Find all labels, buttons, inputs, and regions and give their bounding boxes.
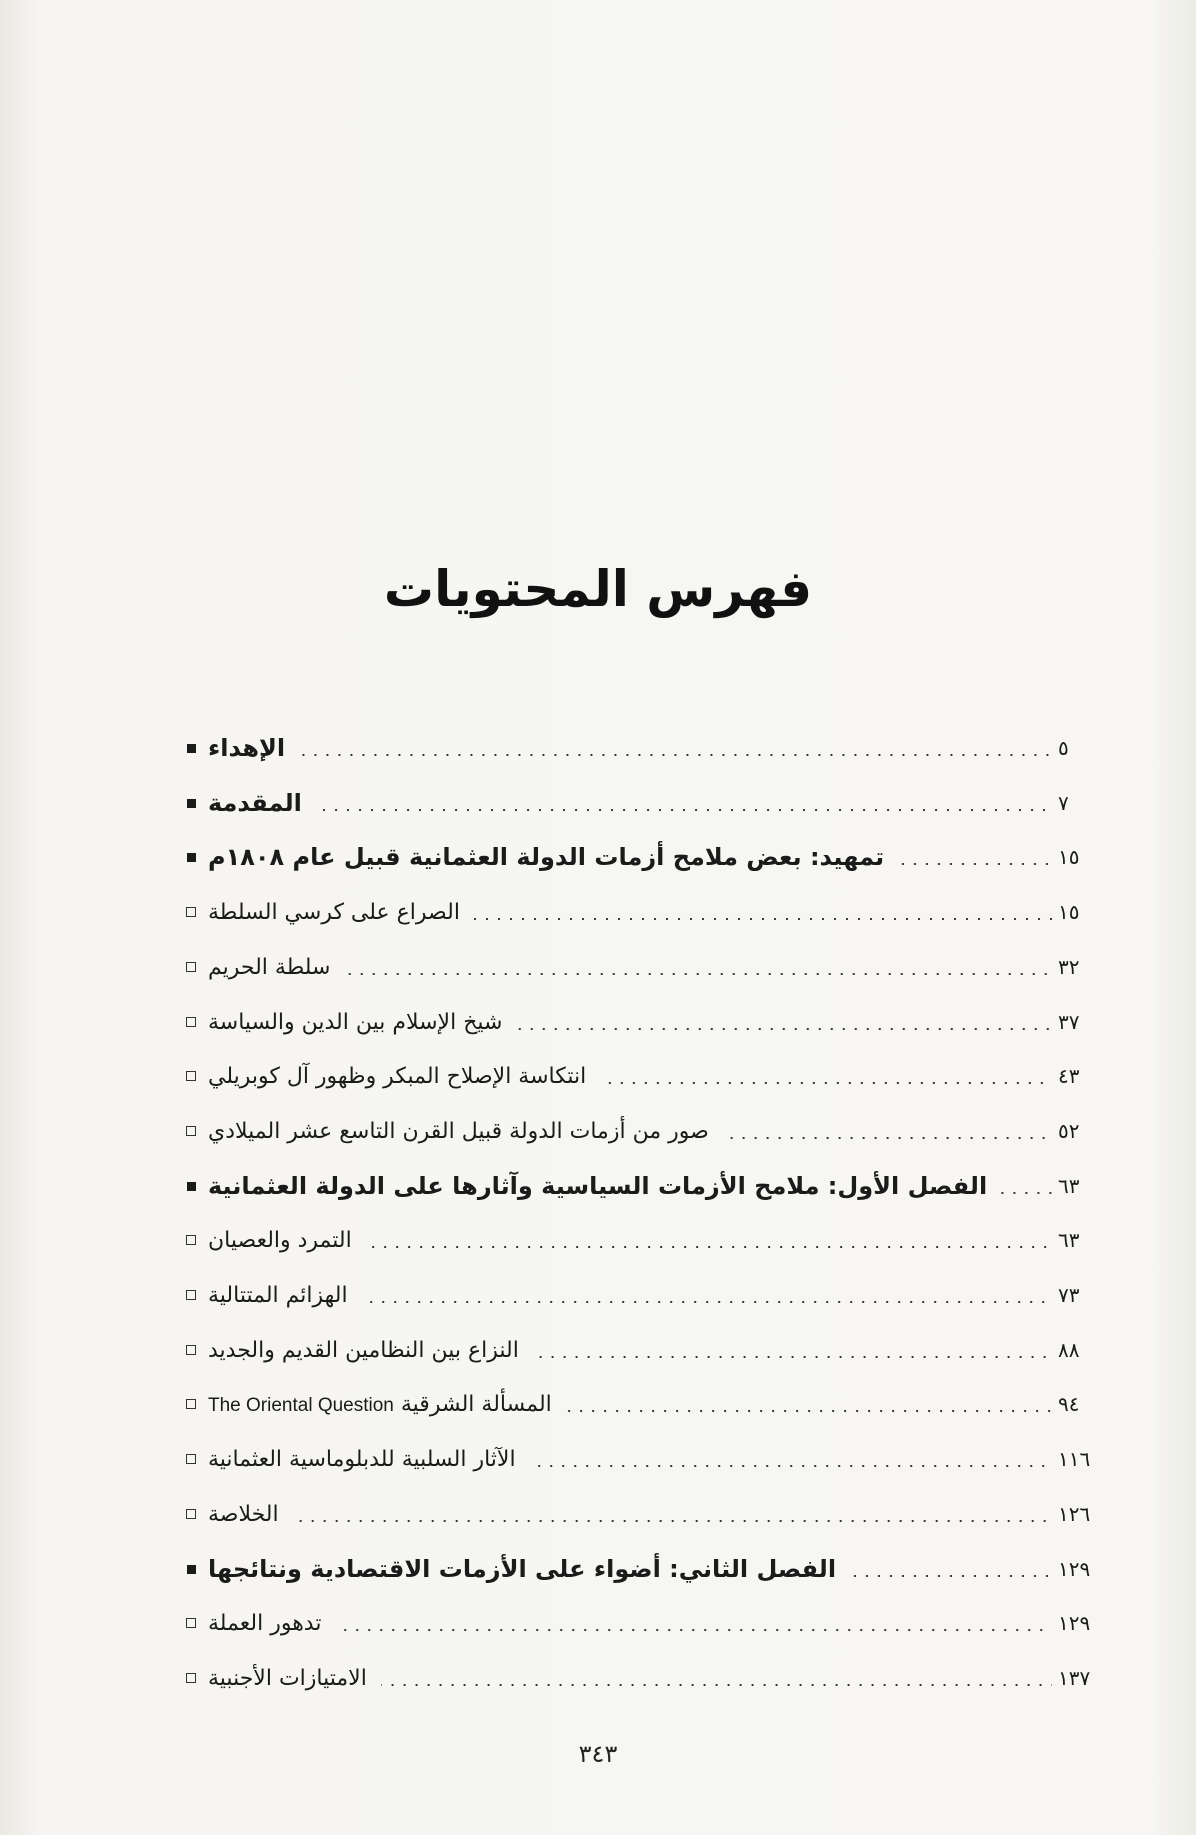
toc-entry	[180, 1603, 1100, 1643]
toc-entry	[180, 1330, 1100, 1370]
toc-entry	[180, 1056, 1100, 1096]
toc-entry-label: الآثار السلبية للدبلوماسية العثمانية	[208, 1446, 516, 1472]
toc-entry-page: ٣٢	[1058, 955, 1080, 979]
open-square-icon	[180, 1017, 202, 1027]
toc-entry-page: ٨٨	[1058, 1338, 1080, 1362]
open-square-icon	[180, 1345, 202, 1355]
toc-entry-page: ٤٣	[1058, 1064, 1080, 1088]
toc-entry-page: ١٢٩	[1058, 1557, 1091, 1581]
toc-entry	[180, 728, 1100, 768]
toc-entry-label: شيخ الإسلام بين الدين والسياسة	[208, 1009, 503, 1035]
toc-entry	[180, 1384, 1100, 1424]
toc-entry-page: ٦٣	[1058, 1174, 1080, 1198]
toc-entry-label: الفصل الثاني: أضواء على الأزمات الاقتصادية ونتائجها	[208, 1555, 837, 1583]
toc-entry	[180, 892, 1100, 932]
toc-entry-label: الفصل الأول: ملامح الأزمات السياسية وآثارها على الدولة العثمانية	[208, 1172, 988, 1200]
toc-entry-label: المسألة الشرقية The Oriental Question	[208, 1391, 552, 1417]
toc-entry	[180, 1002, 1100, 1042]
open-square-icon	[180, 1290, 202, 1300]
open-square-icon	[180, 1071, 202, 1081]
open-square-icon	[180, 907, 202, 917]
toc-entry-label: الإهداء	[208, 734, 286, 762]
open-square-icon	[180, 1399, 202, 1409]
filled-square-icon	[180, 744, 202, 753]
dot-leader	[474, 918, 1052, 920]
dot-leader	[344, 973, 1052, 975]
toc-entry	[180, 1111, 1100, 1151]
toc-entry-label: الصراع على كرسي السلطة	[208, 899, 460, 925]
open-square-icon	[180, 1673, 202, 1683]
toc-entry-label: تدهور العملة	[208, 1610, 322, 1636]
toc-entry-page: ١٢٩	[1058, 1611, 1091, 1635]
open-square-icon	[180, 1454, 202, 1464]
toc-entry-label: الهزائم المتتالية	[208, 1282, 348, 1308]
dot-leader	[533, 1356, 1052, 1358]
toc-entry-page: ٩٤	[1058, 1392, 1080, 1416]
toc-entry	[180, 947, 1100, 987]
dot-leader	[316, 809, 1052, 811]
toc-entry-label: المقدمة	[208, 789, 302, 817]
dot-leader	[1001, 1192, 1052, 1194]
toc-entry-label: سلطة الحريم	[208, 954, 331, 980]
dot-leader	[381, 1684, 1052, 1686]
toc-entry-page: ٣٧	[1058, 1010, 1080, 1034]
filled-square-icon	[180, 1565, 202, 1574]
toc-entry	[180, 1275, 1100, 1315]
open-square-icon	[180, 1126, 202, 1136]
toc-entry-page: ١٥	[1058, 900, 1080, 924]
toc-entry	[180, 1549, 1100, 1589]
toc-entry	[180, 783, 1100, 823]
toc-entry	[180, 1658, 1100, 1698]
dot-leader	[898, 863, 1052, 865]
filled-square-icon	[180, 799, 202, 808]
dot-leader	[362, 1301, 1052, 1303]
toc-entry-page: ٦٣	[1058, 1228, 1080, 1252]
dot-leader	[600, 1082, 1052, 1084]
dot-leader	[335, 1629, 1052, 1631]
toc-entry-page: ١٣٧	[1058, 1666, 1091, 1690]
toc-entry	[180, 1494, 1100, 1534]
toc-entry-latin-label: The Oriental Question	[208, 1394, 394, 1416]
filled-square-icon	[180, 853, 202, 862]
dot-leader	[516, 1028, 1052, 1030]
open-square-icon	[180, 962, 202, 972]
toc-entry-page: ٥٢	[1058, 1119, 1080, 1143]
dot-leader	[850, 1575, 1052, 1577]
open-square-icon	[180, 1509, 202, 1519]
toc-entry	[180, 1439, 1100, 1479]
toc-entry-label: انتكاسة الإصلاح المبكر وظهور آل كوبريلي	[208, 1063, 587, 1089]
toc-entry-page: ٧	[1058, 791, 1069, 815]
open-square-icon	[180, 1235, 202, 1245]
toc-entry	[180, 1220, 1100, 1260]
dot-leader	[723, 1137, 1052, 1139]
filled-square-icon	[180, 1182, 202, 1191]
page-number: ٣٤٣	[578, 1740, 618, 1768]
toc-entry-label: التمرد والعصيان	[208, 1227, 352, 1253]
toc-entry-page: ١٥	[1058, 845, 1080, 869]
toc-entry-label: صور من أزمات الدولة قبيل القرن التاسع عشر الميلادي	[208, 1118, 709, 1144]
page-title: فهرس المحتويات	[383, 560, 813, 618]
toc-entry-page: ١١٦	[1058, 1447, 1091, 1471]
dot-leader	[566, 1410, 1052, 1412]
dot-leader	[530, 1465, 1052, 1467]
toc-entry-label: تمهيد: بعض ملامح أزمات الدولة العثمانية قبيل عام ١٨٠٨م	[208, 843, 885, 871]
toc-entry-label: الامتيازات الأجنبية	[208, 1665, 367, 1691]
toc-entry	[180, 837, 1100, 877]
toc-entry-label: النزاع بين النظامين القديم والجديد	[208, 1337, 519, 1363]
toc-entry-label: الخلاصة	[208, 1501, 279, 1527]
toc-entry-page: ٧٣	[1058, 1283, 1080, 1307]
toc-entry-page: ١٢٦	[1058, 1502, 1091, 1526]
dot-leader	[293, 1520, 1052, 1522]
toc-entry	[180, 1166, 1100, 1206]
dot-leader	[299, 754, 1052, 756]
toc-entry-page: ٥	[1058, 736, 1069, 760]
open-square-icon	[180, 1618, 202, 1628]
dot-leader	[366, 1246, 1052, 1248]
